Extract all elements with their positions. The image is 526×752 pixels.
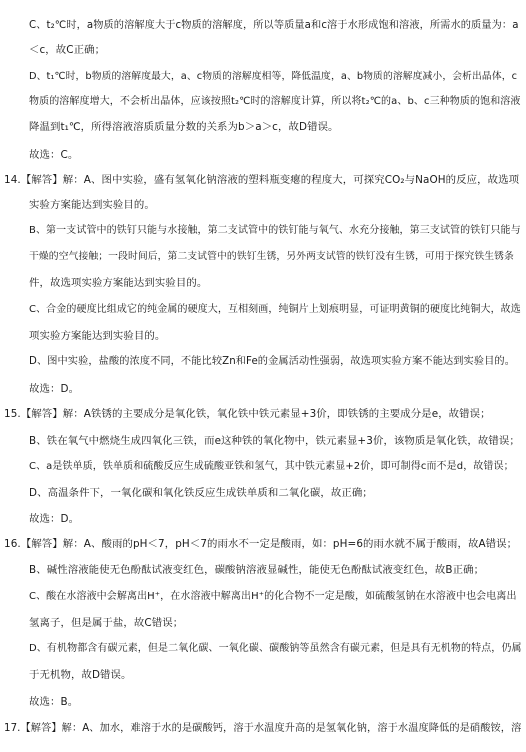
text-line: 物质的溶解度增大，不会析出晶体，应该按照t₂℃时的溶解度计算，所以将t₂℃的a、b、c三种物质的饱和溶液: [29, 96, 521, 107]
text-line: D、高温条件下，一氧化碳和氧化铁反应生成铁单质和二氧化碳，故正确；: [29, 487, 373, 499]
text-line: C、a是铁单质，铁单质和硫酸反应生成硫酸亚铁和氢气，其中铁元素显+2价，即可制得c而不是d，故错误；: [29, 461, 514, 472]
text-line: 故选：C。: [29, 149, 79, 161]
text-line: 16.【解答】解：A、酸雨的pH＜7，pH＜7的雨水不一定是酸雨，如：pH=6的雨水就不属于酸雨，故A错误；: [4, 538, 518, 550]
text-line: 故选：D。: [29, 513, 80, 525]
text-line: 14.【解答】解：A、图中实验，盛有氢氧化钠溶液的塑料瓶变瘪的程度大，可探究CO₂与NaOH的反应，故选项: [4, 174, 520, 186]
text-line: ＜c，故C正确；: [29, 44, 106, 56]
text-line: 故选：B。: [29, 696, 79, 708]
text-line: 项实验方案能达到实验目的。: [29, 330, 166, 342]
text-line: C、酸在水溶液中会解离出H⁺，在水溶液中解离出H⁺的化合物不一定是酸，如硫酸氢钠在水溶液中也会电离出: [29, 591, 517, 602]
text-line: B、碱性溶液能使无色酚酞试液变红色，碳酸钠溶液显碱性，能使无色酚酞试液变红色，故B正确；: [29, 564, 485, 576]
text-line: D、有机物都含有碳元素，但是二氧化碳、一氧化碳、碳酸钠等虽然含有碳元素，但是具有无机物的特点，仍属: [29, 643, 522, 654]
text-line: 氢离子，但是属于盐，故C错误；: [29, 617, 184, 629]
text-line: C、t₂℃时，a物质的溶解度大于c物质的溶解度，所以等质量a和c溶于水形成饱和溶液，所需水的质量为：a: [29, 20, 519, 31]
text-line: 于无机物，故D错误。: [29, 669, 132, 681]
text-line: 15.【解答】解：A铁锈的主要成分是氧化铁，氧化铁中铁元素显+3价，即铁锈的主要成分是e，故错误；: [4, 408, 491, 420]
text-line: D、图中实验，盐酸的浓度不同，不能比较Zn和Fe的金属活动性强弱，故选项实验方案不能达到实验目的。: [29, 356, 515, 367]
text-line: 17.【解答】解：A、加水，难溶于水的是碳酸钙，溶于水温度升高的是氢氧化钠，溶于水温度降低的是硝酸铵，溶: [4, 723, 522, 734]
text-line: 故选：D。: [29, 383, 80, 395]
text-line: 干燥的空气接触；一段时间后，第二支试管中的铁钉生锈，另外两支试管的铁钉没有生锈，可用于探究铁生锈条: [29, 251, 514, 262]
text-line: 实验方案能达到实验目的。: [29, 199, 155, 211]
text-line: C、合金的硬度比组成它的纯金属的硬度大，互相刻画，纯铜片上划痕明显，可证明黄铜的硬度比纯铜大，故选: [29, 304, 521, 315]
text-line: B、第一支试管中的铁钉只能与水接触，第二支试管中的铁钉能与氧气、水充分接触，第三支试管的铁钉只能与: [29, 225, 521, 236]
text-line: B、铁在氧气中燃烧生成四氧化三铁，而e这种铁的氧化物中，铁元素显+3价，该物质是氧化铁，故错误；: [29, 435, 520, 447]
text-line: D、t₁℃时，b物质的溶解度最大，a、c物质的溶解度相等，降低温度，a、b物质的溶解度减小，会析出晶体，c: [29, 71, 518, 82]
text-line: 降温到t₁℃，所得溶液溶质质量分数的关系为b＞a＞c，故D错误。: [29, 121, 339, 133]
text-line: 件，故选项实验方案能达到实验目的。: [29, 277, 208, 289]
